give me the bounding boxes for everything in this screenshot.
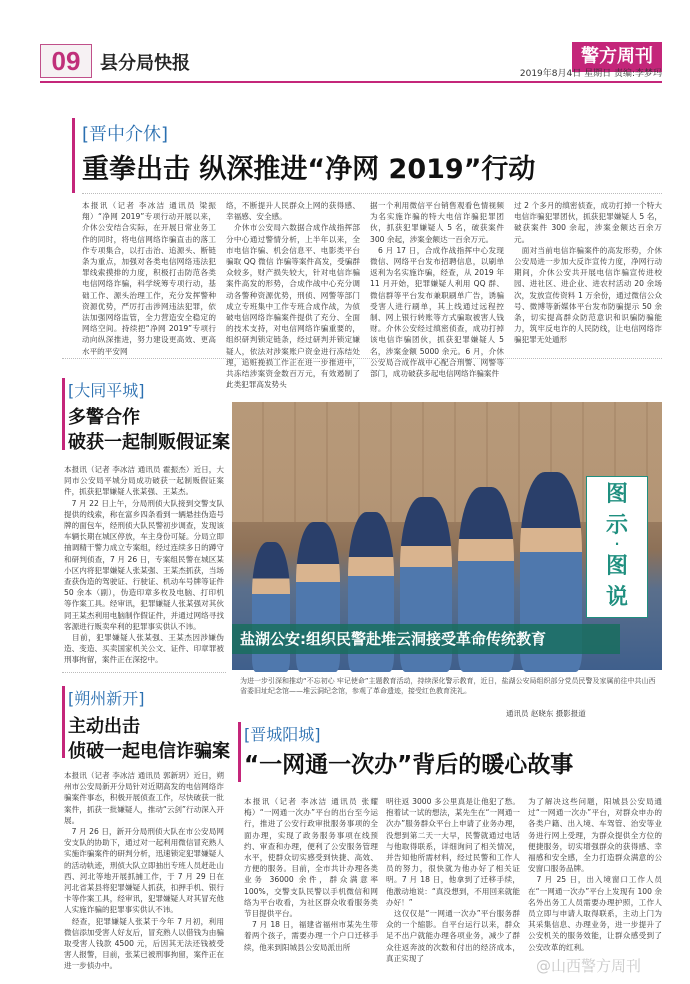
story2-body: 本报讯（记者 李冰洁 通讯员 霍振杰）近日，大同市公安局平城分局成功破获一起制贩假证案件，抓获犯罪嫌疑人张某强、王某杰。 7 月 22 日上午，分局刑侦大队接到交警支队提供的线索，称在富乡四条看到一辆悬挂伪造号牌的面包车，经刑侦大队民警初步调查，发现该车辆长期在城区停放，车主身份可疑。分局立即抽调精干警力成立专案组，经过连续多日的蹲守和研判侦查，7 月 26 日，专案组民警在城区某小区内将犯罪嫌疑人张某强、王某杰抓获，当场查获伪造的驾驶证、行驶证、机动车号牌等证件 50 余本（副），伪造印章多枚及电脑、打印机等作案工具。经审讯，犯罪嫌疑人张某强对其伙同王某杰利用电脑制作假证件，并通过网络寻找客源进行贩卖牟利的犯罪事实供认不讳。 目前，犯罪嫌疑人张某强、王某杰因涉嫌伪造、变造、买卖国家机关公文、证件、印章罪被刑事拘留，案件正在深挖中。: [64, 465, 224, 665]
lead-divider: [82, 193, 662, 194]
story2-headline-1: 多警合作: [68, 407, 140, 428]
lead-col-3: 据一个利用微信平台销售观看色情视频为名实施诈骗的特大电信诈骗犯罪团伙，抓获犯罪嫌疑人 5 名，破获案件 300 余起，涉案金额达一百余万元。 6 月 17 日，合成作战指挥中心发现微信、网络平台发布招聘信息，以刷单返利为名实施诈骗，经查，从 2019 年 11 月开始，犯罪嫌疑人利用 QQ 群、微信群等平台发布兼职刷单广告，诱骗受害人进行刷单，其上线通过远程控制、网上银行转账等方式骗取被害人钱财。介休公安经过缜密侦查，成功打掉该电信诈骗团伙，抓获犯罪嫌疑人 5 名，涉案金额 5000 余元。6 月，介休公安局合成作战中心配合刑警、网警等部门，成功破获多起电信网络诈骗案件: [370, 201, 504, 379]
photo-label-char: 图: [605, 482, 628, 507]
story2-tag: [大同平城]: [68, 381, 145, 400]
section-title: 县分局快报: [100, 53, 190, 74]
story4-col-3: 为了解决这些问题，阳城县公安局通过“一网通一次办”平台，对群众申办的各类户籍、出入境、车驾管、治安等业务进行网上受理，为群众提供全方位的便捷服务，切实增强群众的获得感、幸福感和安全感，全力打造群众满意的公安窗口服务品牌。 7 月 25 日，出入境窗口工作人员在“一网通一次办”平台上发现有 100 余名外出务工人员需要办理护照，工作人员立即与申请人取得联系，主动上门为其采集信息、办理业务，进一步提升了公安机关的服务效能，让群众感受到了公安改革的红利。: [528, 797, 662, 952]
photo-caption: 盐湖公安:组织民警赴堆云洞接受革命传统教育: [232, 624, 620, 654]
lead-col-4: 过 2 个多月的缜密侦查，成功打掉一个特大电信诈骗犯罪团伙，抓获犯罪嫌疑人 5 名，破获案件 300 余起，涉案金额达百余万元。 面对当前电信诈骗案件的高发形势，介休公安局进一步加大反诈宣传力度，净网行动期间，介休公安共开展电信诈骗宣传进校园、进社区、进企业、进农村活动 20 余场次，发放宣传资料 1 万余份，通过微信公众号、微博等新媒体平台发布防骗提示 50 余条，切实提高群众防范意识和识骗防骗能力，筑牢反电诈的人民防线，让电信网络诈骗犯罪无处遁形: [514, 201, 662, 345]
photo-label-char: 示: [605, 513, 628, 538]
story2-bar: [62, 378, 65, 450]
page-number: 09: [40, 44, 92, 78]
story3-headline-2: 侦破一起电信诈骗案: [68, 741, 230, 762]
header-rule: [40, 81, 662, 83]
photo-label-char: 说: [605, 585, 628, 610]
story4-col-2: 明往返 3000 多公里真是让他犯了愁。抱着试一试的想法，某先生在“一网通一次办”服务群众平台上申请了业务办理，没想到第二天一大早，民警就通过电话与他取得联系，详细询问了相关情况，并告知他所需材料，经过民警和工作人员的努力，很快就为他办好了相关证明。7 月 18 日，他拿到了迁移手续，他激动地说：“真没想到，不用回来就能办好！” 这仅仅是“一网通一次办”平台服务群众的一个缩影。自平台运行以来，群众足不出户就能办理各项业务，减少了群众往返奔波的次数和付出的经济成本，真正实现了: [386, 797, 520, 963]
brand-logo: 警方周刊: [572, 42, 662, 72]
story4-bar: [238, 722, 241, 782]
watermark: @山西警方周刊: [536, 957, 642, 975]
story3-tag: [朔州新开]: [68, 689, 145, 708]
photo-credit: 通讯员 赵晓东 摄影报道: [506, 709, 586, 718]
story4-col-1: 本报讯（记者 李冰洁 通讯员 张耀梅）“一网通一次办”平台的出台至今运行，推进了公安行政审批服务事项的全面办理，实现了政务服务事项在线预约、审查和办理，便利了公安服务管理水平，使群众切实感受到快捷、高效、方便的服务。目前，全市共计办理各类业务 36000 余件，群众满意率 100%，交警支队民警以手机微信和网络为平台收看，为社区群众收看服务类节目提供平台。 7 月 18 日，福建省福州市某先生带着两个孩子，需要办理一个户口迁移手续，他来到阳城县公安局派出所: [244, 797, 378, 952]
lead-bar: [72, 118, 75, 193]
lead-headline: 重拳出击 纵深推进“净网 2019”行动: [82, 154, 536, 185]
lead-col-2: 络，不断提升人民群众上网的获得感、幸福感、安全感。 介休市公安局六数据合成作战指挥部分中心通过警情分析，上半年以来，全市电信诈骗、机会信息平、电影类平台骗取 QQ 微信 诈骗等案件高发，受骗群众较多，财产损失较大，针对电信诈骗案件高发的形势，合成作战中心充分调动各警种资源优势，刑侦、网警等部门成立专班集中工作专班合成作战，为侦破电信网络诈骗案件提供了充分、全面的技术支持，对电信网络诈骗重要的，组织研判锁定链条，经过研判并锁定嫌疑人，依法对涉案账户资金进行冻结处理，追赃挽损工作正在进一步推进中，共冻结涉案资金数百万元，有效遏制了此类犯罪高发势头: [226, 201, 360, 390]
lead-tag: [晋中介休]: [82, 124, 169, 145]
photo-label-box: [586, 476, 648, 618]
story3-headline-1: 主动出击: [68, 716, 140, 737]
story2-divider: [62, 672, 226, 673]
photo-label-char: 图: [605, 554, 628, 579]
dateline: 2019年8月4日 星期日 责编:李梦玛: [519, 69, 662, 79]
photo-note: 为进一步引深和推动“不忘初心 牢记使命”主题教育活动，持续深化警示教育，近日，盐湖公安局组织部分党员民警及家属前往中共山西省委旧址纪念馆——堆云洞纪念馆，参观了革命遗迹，接受红色教育洗礼。: [240, 677, 656, 695]
story4-tag: [晋城阳城]: [244, 725, 321, 744]
story3-body: 本报讯（记者 李冰洁 通讯员 郭新玥）近日，朔州市公安局新开分局针对近期高发的电信网络诈骗案件事态，积极开展侦查工作，尽快破获一批案件，抓获一批嫌疑人，推动“云剑”行动深入开展。 7 月 26 日，新开分局刑侦大队在市公安局网安支队的协助下，通过对一起利用微信冒充熟人实施诈骗案件的研判分析，迅速锁定犯罪嫌疑人的活动轨迹，刑侦大队立即抽出专班人员赶赴山西、河北等地开展抓捕工作，于 7 月 29 日在河北省某县将犯罪嫌疑人抓获，扣押手机、银行卡等作案工具，经审讯，犯罪嫌疑人对其冒充他人实施诈骗的犯罪事实供认不讳。 经查，犯罪嫌疑人张某于今年 7 月初，利用微信添加受害人好友后，冒充熟人以借钱为由骗取受害人钱款 4500 元，后因其无法还钱被受害人报警，目前，张某已被刑事拘留，案件正在进一步侦办中。: [64, 771, 224, 971]
lead-bottom-divider: [62, 358, 662, 359]
story2-headline-2: 破获一起制贩假证案: [68, 432, 230, 453]
photo-label-char: ·: [614, 537, 620, 551]
story4-headline: “一网通一次办”背后的暖心故事: [244, 752, 574, 778]
lead-col-1: 本报讯（记者 李冰洁 通讯员 梁振翔）“净网 2019”专项行动开展以来，介休公安结合实际，在开展日常业务工作的同时，将电信网络诈骗直击的落工作专项集合，以打击治、追源头、断链条为重点，加强对各类电信网络违法犯罪线索摸排的力度，积极打击防范各类电信网络诈骗，科学统筹专项行动，基础工作、源头治理工作，充分发挥警种资源优势，严厉打击涉网违法犯罪，依法加强网络监管，全力营造安全稳定的网络空间。持续把“净网 2019”专项行动向纵深推进，努力建设更高效、更高水平的平安网: [82, 201, 216, 356]
story3-bar: [62, 686, 65, 758]
